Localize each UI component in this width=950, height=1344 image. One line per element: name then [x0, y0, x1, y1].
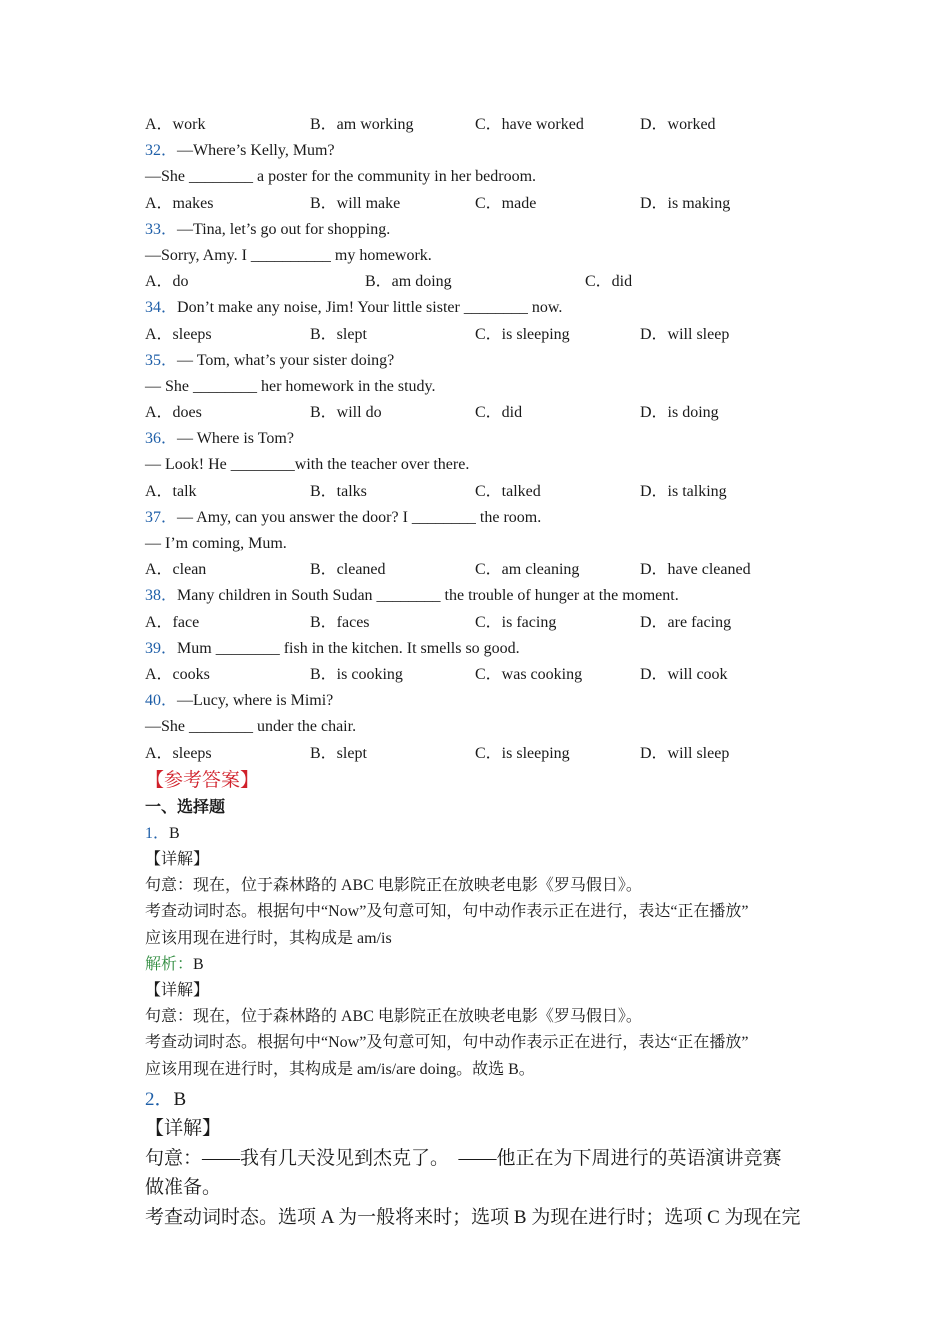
answer-key-title: 【参考答案】: [145, 769, 260, 791]
q34-option-a: A．sleeps: [145, 325, 212, 343]
q32-line1: —Where’s Kelly, Mum?: [177, 142, 335, 160]
answer-1-analysis-line3: 考查动词时态。根据句中“Now”及句意可知，句中动作表示正在进行，表达“正在播放”: [145, 1034, 749, 1052]
q37-line1: — Amy, can you answer the door? I ________ the room.: [177, 508, 542, 526]
q38-stem: [145, 583, 805, 609]
q33-options: [145, 269, 805, 295]
q39-stem: [145, 636, 805, 662]
q33-stem: [145, 217, 805, 243]
answer-2-detail-label: 【详解】: [145, 1118, 222, 1140]
q35-stem: [145, 348, 805, 374]
q35-option-a: A．does: [145, 404, 202, 422]
answer-1-analysis-line4: 应该用现在进行时，其构成是 am/is/are doing。故选 B。: [145, 1060, 535, 1078]
q33-line1: —Tina, let’s go out for shopping.: [177, 220, 391, 238]
answer-1-detail-label-2: 【详解】: [145, 982, 210, 999]
q39-option-b: B．is cooking: [310, 665, 403, 683]
answer-1-meaning: 句意：现在，位于森林路的 ABC 电影院正在放映老电影《罗马假日》。: [145, 877, 642, 895]
answer-1-letter: B: [169, 824, 180, 842]
q36-option-c: C．talked: [475, 482, 541, 500]
answer-2-letter: B: [173, 1088, 187, 1110]
q36-number: 36．: [145, 430, 178, 448]
q33-number: 33．: [145, 220, 178, 238]
answer-1: [145, 821, 805, 847]
section-heading: 一、选择题: [145, 798, 226, 816]
q32-option-a: A．makes: [145, 194, 214, 212]
q35-options: [145, 400, 805, 426]
q31-option-b: B．am working: [310, 116, 414, 133]
answer-2-meaning-line2: 做准备。: [145, 1177, 222, 1199]
q38-option-c: C．is facing: [475, 613, 557, 631]
answer-1-number: 1．: [145, 824, 170, 842]
q33-option-b: B．am doing: [365, 273, 452, 291]
q37-option-d: D．have cleaned: [640, 561, 751, 579]
q37-options: [145, 557, 805, 583]
q36-stem: [145, 426, 805, 452]
q32-option-d: D．is making: [640, 194, 731, 212]
q32-line2: —She ________ a poster for the community in her bedroom.: [145, 168, 537, 186]
q39-options: [145, 662, 805, 688]
q33-option-a: A．do: [145, 273, 189, 291]
q32-stem: [145, 138, 805, 164]
q34-option-b: B．slept: [310, 325, 367, 343]
q38-option-a: A．face: [145, 613, 200, 631]
q39-option-d: D．will cook: [640, 665, 728, 683]
answer-1-analysis-line1: 考查动词时态。根据句中“Now”及句意可知，句中动作表示正在进行，表达“正在播放”: [145, 903, 749, 921]
q40-option-d: D．will sleep: [640, 744, 730, 762]
q37-option-b: B．cleaned: [310, 561, 386, 579]
q38-options: [145, 610, 805, 636]
q34-option-d: D．will sleep: [640, 325, 730, 343]
q37-option-a: A．clean: [145, 561, 207, 579]
answer-2-analysis-line1: 考查动词时态。选项 A 为一般将来时；选项 B 为现在进行时；选项 C 为现在完: [145, 1206, 801, 1228]
q40-option-a: A．sleeps: [145, 744, 212, 762]
q36-line1: — Where is Tom?: [177, 430, 294, 448]
q35-option-d: D．is doing: [640, 404, 719, 422]
document-page: [145, 112, 805, 1232]
q37-stem: [145, 505, 805, 531]
q35-line1: — Tom, what’s your sister doing?: [177, 351, 395, 369]
q36-line2: — Look! He ________with the teacher over there.: [145, 456, 470, 474]
q31-options: [145, 112, 805, 138]
q37-number: 37．: [145, 508, 178, 526]
q40-option-c: C．is sleeping: [475, 744, 570, 762]
q32-option-c: C．made: [475, 194, 537, 212]
q33-line2: —Sorry, Amy. I __________ my homework.: [145, 246, 432, 264]
q35-number: 35．: [145, 351, 178, 369]
q32-number: 32．: [145, 142, 178, 160]
q34-option-c: C．is sleeping: [475, 325, 570, 343]
q32-options: [145, 191, 805, 217]
q38-number: 38．: [145, 587, 178, 605]
q34-line1: Don’t make any noise, Jim! Your little sister ________ now.: [177, 299, 563, 317]
jiexi-value: B: [193, 955, 204, 973]
q31-option-d: D．worked: [640, 116, 716, 133]
q40-line2: —She ________ under the chair.: [145, 718, 357, 736]
q31-option-c: C．have worked: [475, 116, 584, 133]
answer-1-meaning-2: 句意：现在，位于森林路的 ABC 电影院正在放映老电影《罗马假日》。: [145, 1008, 642, 1026]
jiexi-label: 解析：: [145, 955, 194, 973]
q38-line1: Many children in South Sudan ________ the trouble of hunger at the moment.: [177, 587, 679, 605]
answer-2: [145, 1085, 805, 1115]
answer-1-jiexi: [145, 952, 805, 978]
answer-1-detail-label: 【详解】: [145, 851, 210, 869]
q36-options: [145, 479, 805, 505]
q35-line2: — She ________ her homework in the study.: [145, 377, 436, 395]
q35-option-c: C．did: [475, 404, 523, 422]
q39-line1: Mum ________ fish in the kitchen. It smells so good.: [177, 639, 520, 657]
q40-options: [145, 741, 805, 767]
q31-option-a: A．work: [145, 116, 206, 133]
q40-line1: —Lucy, where is Mimi?: [177, 692, 334, 710]
q35-option-b: B．will do: [310, 404, 382, 422]
q40-option-b: B．slept: [310, 744, 367, 762]
q36-option-b: B．talks: [310, 482, 367, 500]
q34-options: [145, 322, 805, 348]
q36-option-a: A．talk: [145, 482, 197, 500]
q32-option-b: B．will make: [310, 194, 401, 212]
answer-2-number: 2．: [145, 1088, 174, 1110]
q33-option-c: C．did: [585, 273, 633, 291]
q37-option-c: C．am cleaning: [475, 561, 580, 579]
q39-option-c: C．was cooking: [475, 665, 583, 683]
answer-2-meaning-line1: 句意：——我有几天没见到杰克了。 ——他正在为下周进行的英语演讲竞赛: [145, 1147, 782, 1169]
q40-number: 40．: [145, 692, 178, 710]
q40-stem: [145, 688, 805, 714]
q38-option-d: D．are facing: [640, 613, 732, 631]
q37-line2: — I’m coming, Mum.: [145, 535, 287, 552]
q39-option-a: A．cooks: [145, 665, 210, 683]
q34-stem: [145, 295, 805, 321]
q34-number: 34．: [145, 299, 178, 317]
q39-number: 39．: [145, 639, 178, 657]
q38-option-b: B．faces: [310, 613, 370, 631]
q36-option-d: D．is talking: [640, 482, 727, 500]
answer-1-analysis-line2: 应该用现在进行时，其构成是 am/is: [145, 929, 392, 947]
